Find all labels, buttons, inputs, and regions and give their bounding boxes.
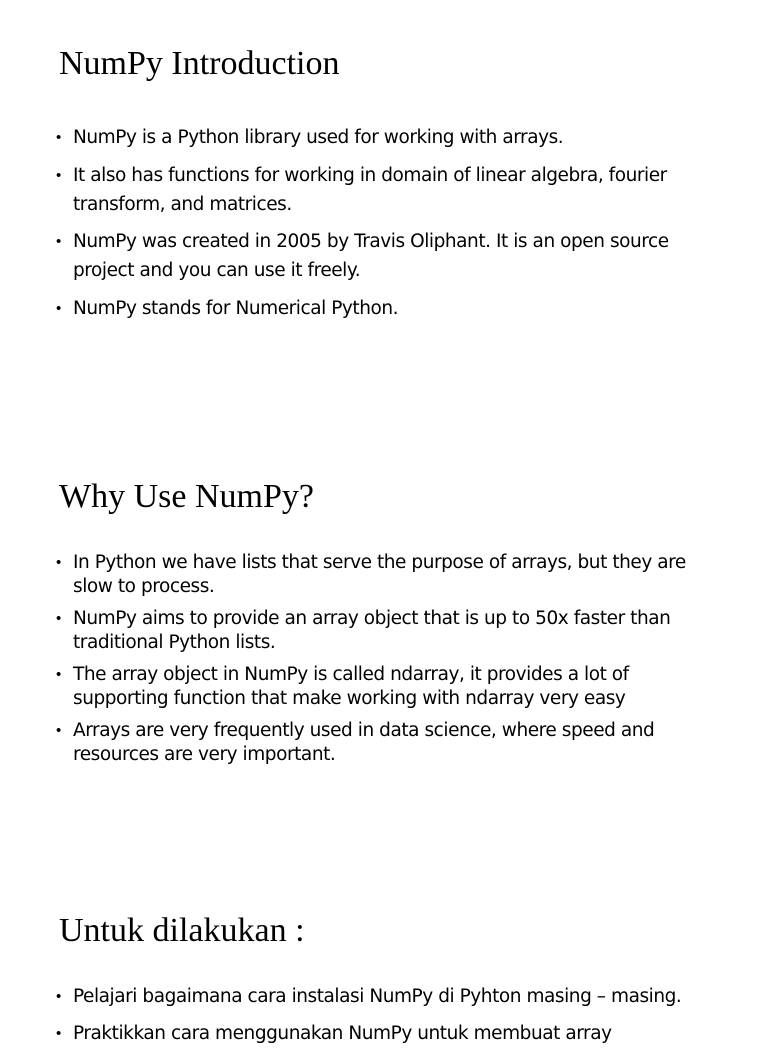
bullet-item: • In Python we have lists that serve the purpose of arrays, but they are slow to process. [56,551,716,599]
bullet-list [56,123,716,331]
slide-title: Untuk dilakukan : [59,912,305,949]
bullet-item: • Pelajari bagaimana cara instalasi NumPy di Pyhton masing – masing. [56,982,716,1011]
bullet-item: • The array object in NumPy is called ndarray, it provides a lot of supporting function that make working with ndarray very easy [56,663,716,711]
bullet-item: • Praktikkan cara menggunakan NumPy untuk membuat array [56,1019,716,1048]
bullet-list [56,982,716,1056]
bullet-item: • It also has functions for working in domain of linear algebra, fourier transform, and matrices. [56,161,716,219]
slide-title: Why Use NumPy? [59,478,314,515]
bullet-list [56,551,716,775]
bullet-item: • NumPy was created in 2005 by Travis Oliphant. It is an open source project and you can use it freely. [56,227,716,285]
slide-title: NumPy Introduction [59,45,340,82]
bullet-item: • NumPy aims to provide an array object that is up to 50x faster than traditional Python lists. [56,607,716,655]
bullet-item: • NumPy is a Python library used for working with arrays. [56,123,716,152]
bullet-item: • NumPy stands for Numerical Python. [56,294,716,323]
bullet-item: • Arrays are very frequently used in data science, where speed and resources are very important. [56,719,716,767]
